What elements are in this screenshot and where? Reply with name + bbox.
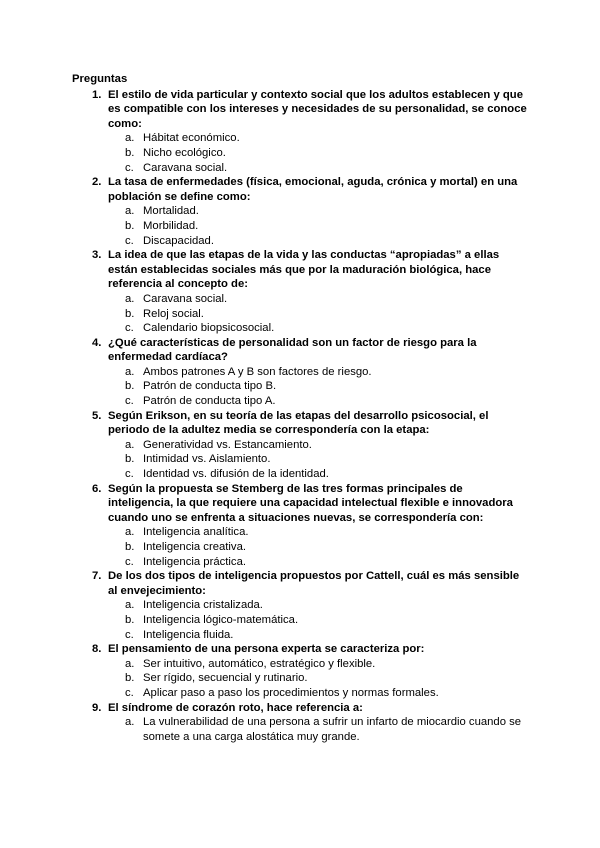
question-item	[72, 336, 528, 365]
question-item	[72, 642, 528, 657]
option-text: Caravana social.	[143, 292, 228, 305]
question-item	[72, 482, 528, 526]
question-text: El síndrome de corazón roto, hace referencia a:	[108, 701, 363, 714]
option-letter: a.	[125, 657, 135, 670]
document-title: Preguntas	[72, 73, 128, 85]
option-letter: c.	[125, 628, 134, 641]
option-letter: b.	[125, 453, 135, 466]
option-text: Patrón de conducta tipo A.	[143, 395, 276, 408]
option-item	[72, 292, 528, 307]
option-letter: b.	[125, 307, 135, 320]
option-letter: a.	[125, 716, 135, 729]
option-item	[72, 613, 528, 628]
question-number: 6.	[92, 482, 102, 495]
question-number: 3.	[92, 249, 102, 262]
question-number: 9.	[92, 701, 102, 714]
option-item	[72, 379, 528, 394]
option-text: Caravana social.	[143, 161, 228, 174]
question-text: De los dos tipos de inteligencia propuestos por Cattell, cuál es más sensible al envejecimiento:	[108, 570, 520, 597]
option-text: Discapacidad.	[143, 234, 214, 247]
question-item	[72, 701, 528, 716]
option-text: Aplicar paso a paso los procedimientos y normas formales.	[143, 686, 439, 699]
option-text: Generatividad vs. Estancamiento.	[143, 438, 312, 451]
option-text: Hábitat económico.	[143, 132, 240, 145]
option-text: La vulnerabilidad de una persona a sufrir un infarto de miocardio cuando se somete a una carga alostática muy grande.	[143, 716, 522, 743]
option-text: Ser rígido, secuencial y rutinario.	[143, 672, 308, 685]
question-number: 7.	[92, 570, 102, 583]
option-letter: c.	[125, 322, 134, 335]
option-item	[72, 671, 528, 686]
option-item	[72, 219, 528, 234]
option-item	[72, 321, 528, 336]
option-text: Ser intuitivo, automático, estratégico y flexible.	[143, 657, 376, 670]
option-letter: c.	[125, 161, 134, 174]
option-text: Intimidad vs. Aislamiento.	[143, 453, 271, 466]
option-item	[72, 307, 528, 322]
option-text: Reloj social.	[143, 307, 204, 320]
option-text: Inteligencia práctica.	[143, 555, 246, 568]
option-item	[72, 438, 528, 453]
question-text: La tasa de enfermedades (física, emocional, aguda, crónica y mortal) en una población se define como:	[108, 176, 518, 203]
option-item	[72, 146, 528, 161]
option-text: Identidad vs. difusión de la identidad.	[143, 468, 329, 481]
option-text: Inteligencia cristalizada.	[143, 599, 263, 612]
question-item	[72, 248, 528, 292]
option-text: Inteligencia lógico-matemática.	[143, 613, 299, 626]
option-item	[72, 234, 528, 249]
question-text: Según la propuesta se Stemberg de las tres formas principales de inteligencia, la que requiere una capacidad intelectual flexible e innovadora cuando uno se enfrenta a situaciones nuevas, se correspondería con:	[108, 482, 513, 524]
question-item	[72, 88, 528, 132]
option-letter: c.	[125, 468, 134, 481]
option-letter: c.	[125, 234, 134, 247]
option-letter: a.	[125, 132, 135, 145]
option-text: Mortalidad.	[143, 205, 199, 218]
option-item	[72, 525, 528, 540]
option-letter: b.	[125, 541, 135, 553]
question-list	[72, 88, 528, 745]
option-item	[72, 715, 528, 744]
option-letter: a.	[125, 365, 135, 378]
question-number: 4.	[92, 336, 102, 349]
option-letter: c.	[125, 555, 134, 568]
option-item	[72, 204, 528, 219]
option-item	[72, 657, 528, 672]
question-item	[72, 569, 528, 598]
option-letter: a.	[125, 438, 135, 451]
question-number: 8.	[92, 643, 102, 656]
option-text: Patrón de conducta tipo B.	[143, 380, 277, 393]
option-item	[72, 540, 528, 555]
option-text: Inteligencia creativa.	[143, 541, 246, 553]
option-text: Nicho ecológico.	[143, 146, 226, 159]
option-letter: c.	[125, 686, 134, 699]
question-number: 2.	[92, 176, 102, 189]
question-text: El pensamiento de una persona experta se caracteriza por:	[108, 643, 425, 656]
option-letter: b.	[125, 146, 135, 159]
question-number: 1.	[92, 88, 102, 101]
document-content	[72, 72, 528, 744]
option-letter: b.	[125, 219, 135, 232]
option-item	[72, 467, 528, 482]
option-item	[72, 394, 528, 409]
option-text: Inteligencia analítica.	[143, 526, 249, 539]
option-item	[72, 628, 528, 643]
question-text: Según Erikson, en su teoría de las etapas del desarrollo psicosocial, el periodo de la adultez media se correspondería con la etapa:	[108, 409, 489, 437]
option-letter: b.	[125, 672, 135, 685]
question-text: ¿Qué características de personalidad son un factor de riesgo para la enfermedad cardíaca?	[108, 336, 477, 364]
option-item	[72, 452, 528, 467]
option-letter: a.	[125, 292, 135, 305]
option-item	[72, 598, 528, 613]
option-letter: a.	[125, 205, 135, 218]
option-text: Ambos patrones A y B son factores de riesgo.	[143, 365, 372, 378]
option-item	[72, 686, 528, 701]
question-item	[72, 409, 528, 438]
question-text: La idea de que las etapas de la vida y las conductas “apropiadas” a ellas están establecidas sociales más que por la maduración biológica, hace referencia al concepto de:	[108, 249, 500, 291]
option-letter: c.	[125, 395, 134, 408]
question-item	[72, 175, 528, 204]
option-text: Calendario biopsicosocial.	[143, 322, 275, 335]
option-letter: a.	[125, 599, 135, 612]
option-item	[72, 555, 528, 570]
option-letter: b.	[125, 613, 135, 626]
option-text: Morbilidad.	[143, 219, 199, 232]
question-number: 5.	[92, 409, 102, 422]
option-letter: a.	[125, 526, 135, 539]
option-letter: b.	[125, 380, 135, 393]
option-text: Inteligencia fluida.	[143, 628, 234, 641]
question-text: El estilo de vida particular y contexto social que los adultos establecen y que es compatible con los intereses y necesidades de su personalidad, se conoce como:	[108, 88, 527, 130]
option-item	[72, 131, 528, 146]
option-item	[72, 161, 528, 176]
option-item	[72, 365, 528, 380]
